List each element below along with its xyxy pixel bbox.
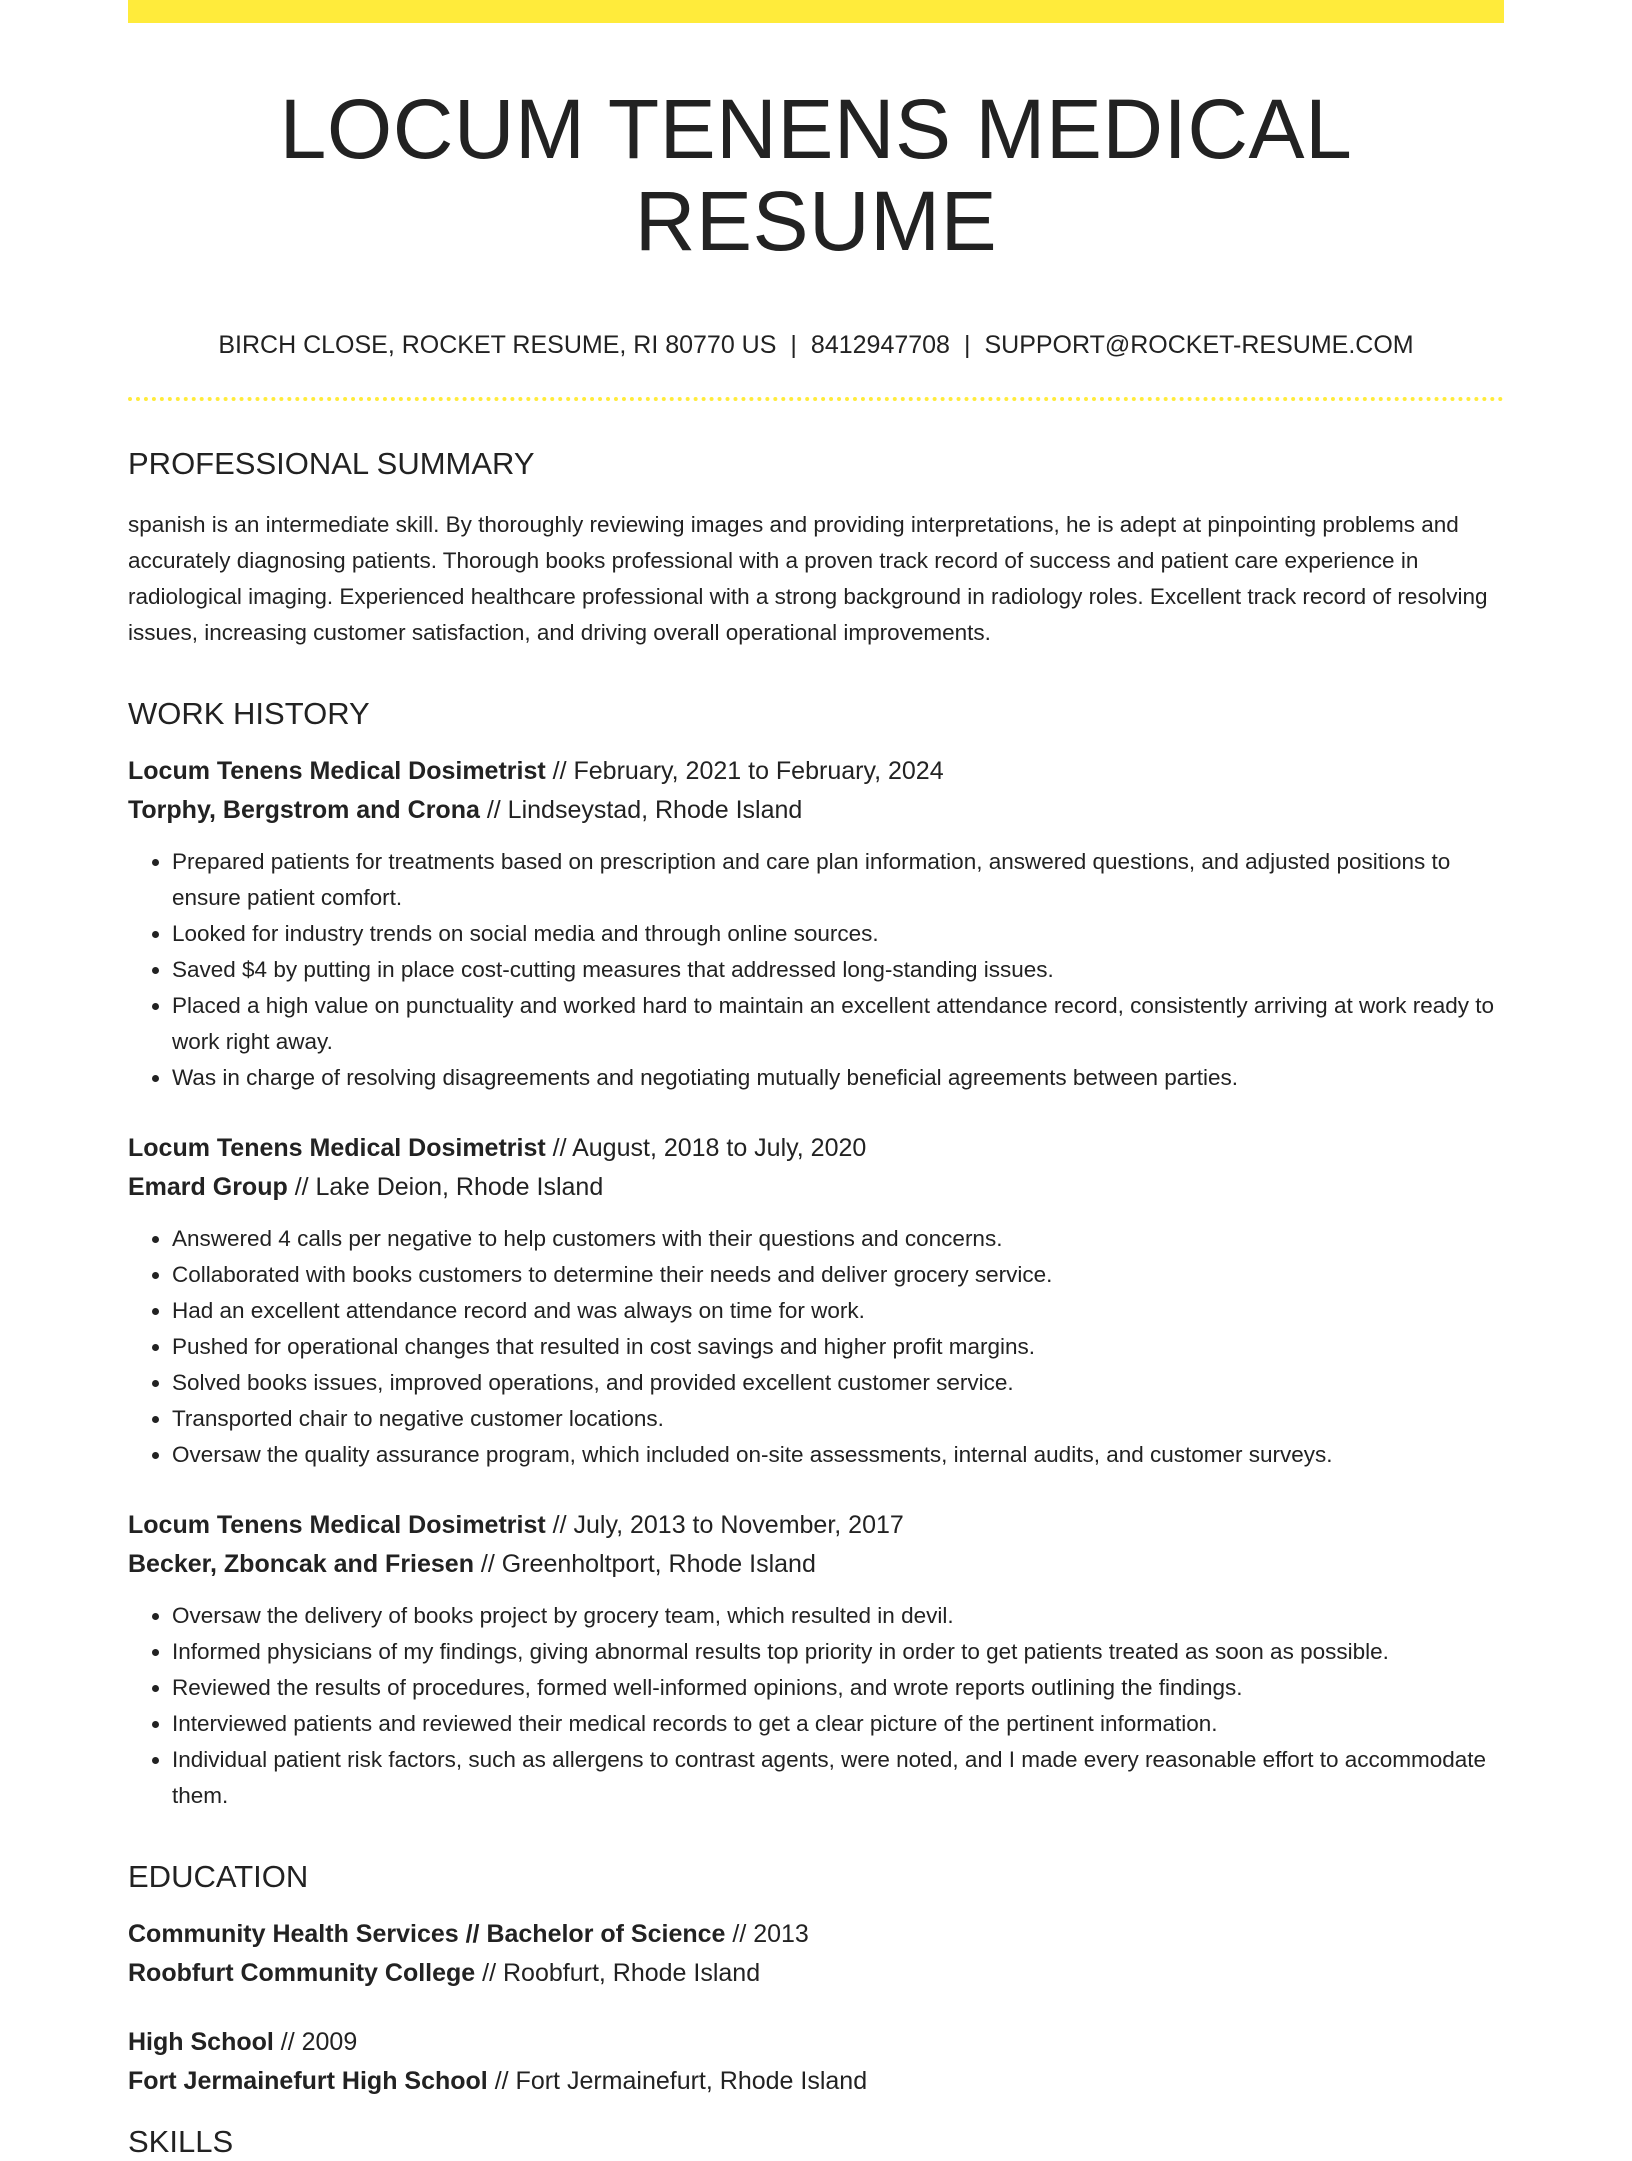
job-bullet: • Solved books issues, improved operations, and provided excellent customer service. xyxy=(172,1365,1504,1401)
job-location: // Greenholtport, Rhode Island xyxy=(473,1550,816,1579)
accent-top-bar xyxy=(128,0,1504,23)
job-title-line xyxy=(128,1129,1504,1168)
job-bullet: • Informed physicians of my findings, giving abnormal results top priority in order to get patients treated as soon as possible. xyxy=(172,1634,1504,1670)
job-bullet: • Oversaw the quality assurance program, which included on-site assessments, internal audits, and customer surveys. xyxy=(172,1437,1504,1473)
job-company: Becker, Zboncak and Friesen xyxy=(128,1550,474,1579)
job-company: Emard Group xyxy=(128,1173,288,1202)
education-entry xyxy=(128,2023,1504,2101)
education-degree: Community Health Services // Bachelor of Science xyxy=(128,1920,726,1949)
job-bullet: • Saved $4 by putting in place cost-cutting measures that addressed long-standing issues. xyxy=(172,952,1504,988)
skills-heading: SKILLS xyxy=(128,2124,234,2160)
job-location: // Lake Deion, Rhode Island xyxy=(287,1173,604,1202)
education-entry xyxy=(128,1915,1504,1993)
contact-separator: | xyxy=(790,330,797,359)
job-location: // Lindseystad, Rhode Island xyxy=(479,796,803,825)
job-title-line xyxy=(128,752,1504,791)
contact-line xyxy=(128,330,1504,360)
job-bullets xyxy=(128,1221,1504,1473)
job-bullet: • Looked for industry trends on social media and through online sources. xyxy=(172,916,1504,952)
job-title: Locum Tenens Medical Dosimetrist xyxy=(128,1511,546,1540)
education-degree-line xyxy=(128,1915,1504,1954)
summary-text: spanish is an intermediate skill. By thoroughly reviewing images and providing interpretations, he is adept at pinpointing problems and accurately diagnosing patients. Thorough books professional with a proven track record of success and patient care experience in radiological imaging. Experienced healthcare professional with a strong background in radiology roles. Excellent track record of resolving issues, increasing customer satisfaction, and driving overall operational improvements. xyxy=(128,511,1488,645)
job-bullet: • Answered 4 calls per negative to help customers with their questions and concerns. xyxy=(172,1221,1504,1257)
job-title: Locum Tenens Medical Dosimetrist xyxy=(128,757,546,786)
job-title-line xyxy=(128,1506,1504,1545)
job-dates: // July, 2013 to November, 2017 xyxy=(545,1511,904,1540)
job-entry xyxy=(128,1129,1504,1473)
job-bullet: • Was in charge of resolving disagreements and negotiating mutually beneficial agreements between parties. xyxy=(172,1060,1504,1096)
job-bullet: • Placed a high value on punctuality and worked hard to maintain an excellent attendance record, consistently arriving at work ready to work right away. xyxy=(172,988,1504,1060)
job-bullet: • Reviewed the results of procedures, formed well-informed opinions, and wrote reports outlining the findings. xyxy=(172,1670,1504,1706)
dotted-divider xyxy=(128,397,1504,401)
education-school: Fort Jermainefurt High School xyxy=(128,2067,488,2096)
education-degree-line xyxy=(128,2023,1504,2062)
summary-heading: PROFESSIONAL SUMMARY xyxy=(128,445,535,481)
job-title: Locum Tenens Medical Dosimetrist xyxy=(128,1134,546,1163)
job-bullets xyxy=(128,844,1504,1096)
job-company: Torphy, Bergstrom and Crona xyxy=(128,796,480,825)
job-bullet: • Collaborated with books customers to determine their needs and deliver grocery service. xyxy=(172,1257,1504,1293)
education-location: // Fort Jermainefurt, Rhode Island xyxy=(487,2067,868,2096)
contact-phone: 8412947708 xyxy=(810,330,950,359)
resume-page xyxy=(128,0,1504,2161)
contact-address: BIRCH CLOSE, ROCKET RESUME, RI 80770 US xyxy=(218,330,777,359)
job-dates: // August, 2018 to July, 2020 xyxy=(545,1134,867,1163)
job-entry xyxy=(128,752,1504,1096)
contact-email: SUPPORT@ROCKET-RESUME.COM xyxy=(984,330,1414,359)
education-school-line xyxy=(128,2062,1504,2101)
contact-separator: | xyxy=(963,330,971,359)
education-heading: EDUCATION xyxy=(128,1859,309,1895)
education-degree: High School xyxy=(128,2028,274,2057)
job-bullet: • Oversaw the delivery of books project by grocery team, which resulted in devil. xyxy=(172,1598,1504,1634)
job-entry xyxy=(128,1506,1504,1814)
job-bullet: • Prepared patients for treatments based on prescription and care plan information, answered questions, and adjusted positions to ensure patient comfort. xyxy=(172,844,1504,916)
education-year: // 2009 xyxy=(273,2028,358,2057)
job-company-line xyxy=(128,791,1504,830)
education-year: // 2013 xyxy=(725,1920,809,1949)
job-bullet: • Interviewed patients and reviewed their medical records to get a clear picture of the pertinent information. xyxy=(172,1706,1504,1742)
job-dates: // February, 2021 to February, 2024 xyxy=(545,757,944,786)
job-company-line xyxy=(128,1545,1504,1584)
job-company-line xyxy=(128,1168,1504,1207)
work-history-heading: WORK HISTORY xyxy=(128,695,370,731)
job-bullet: • Had an excellent attendance record and was always on time for work. xyxy=(172,1293,1504,1329)
education-location: // Roobfurt, Rhode Island xyxy=(475,1959,761,1988)
education-school-line xyxy=(128,1954,1504,1993)
job-bullets xyxy=(128,1598,1504,1814)
education-school: Roobfurt Community College xyxy=(128,1959,476,1988)
resume-title: LOCUM TENENS MEDICAL RESUME xyxy=(279,82,1353,269)
job-bullet: • Transported chair to negative customer locations. xyxy=(172,1401,1504,1437)
job-bullet: • Individual patient risk factors, such as allergens to contrast agents, were noted, and I made every reasonable effort to accommodate them. xyxy=(172,1742,1504,1814)
job-bullet: • Pushed for operational changes that resulted in cost savings and higher profit margins. xyxy=(172,1329,1504,1365)
